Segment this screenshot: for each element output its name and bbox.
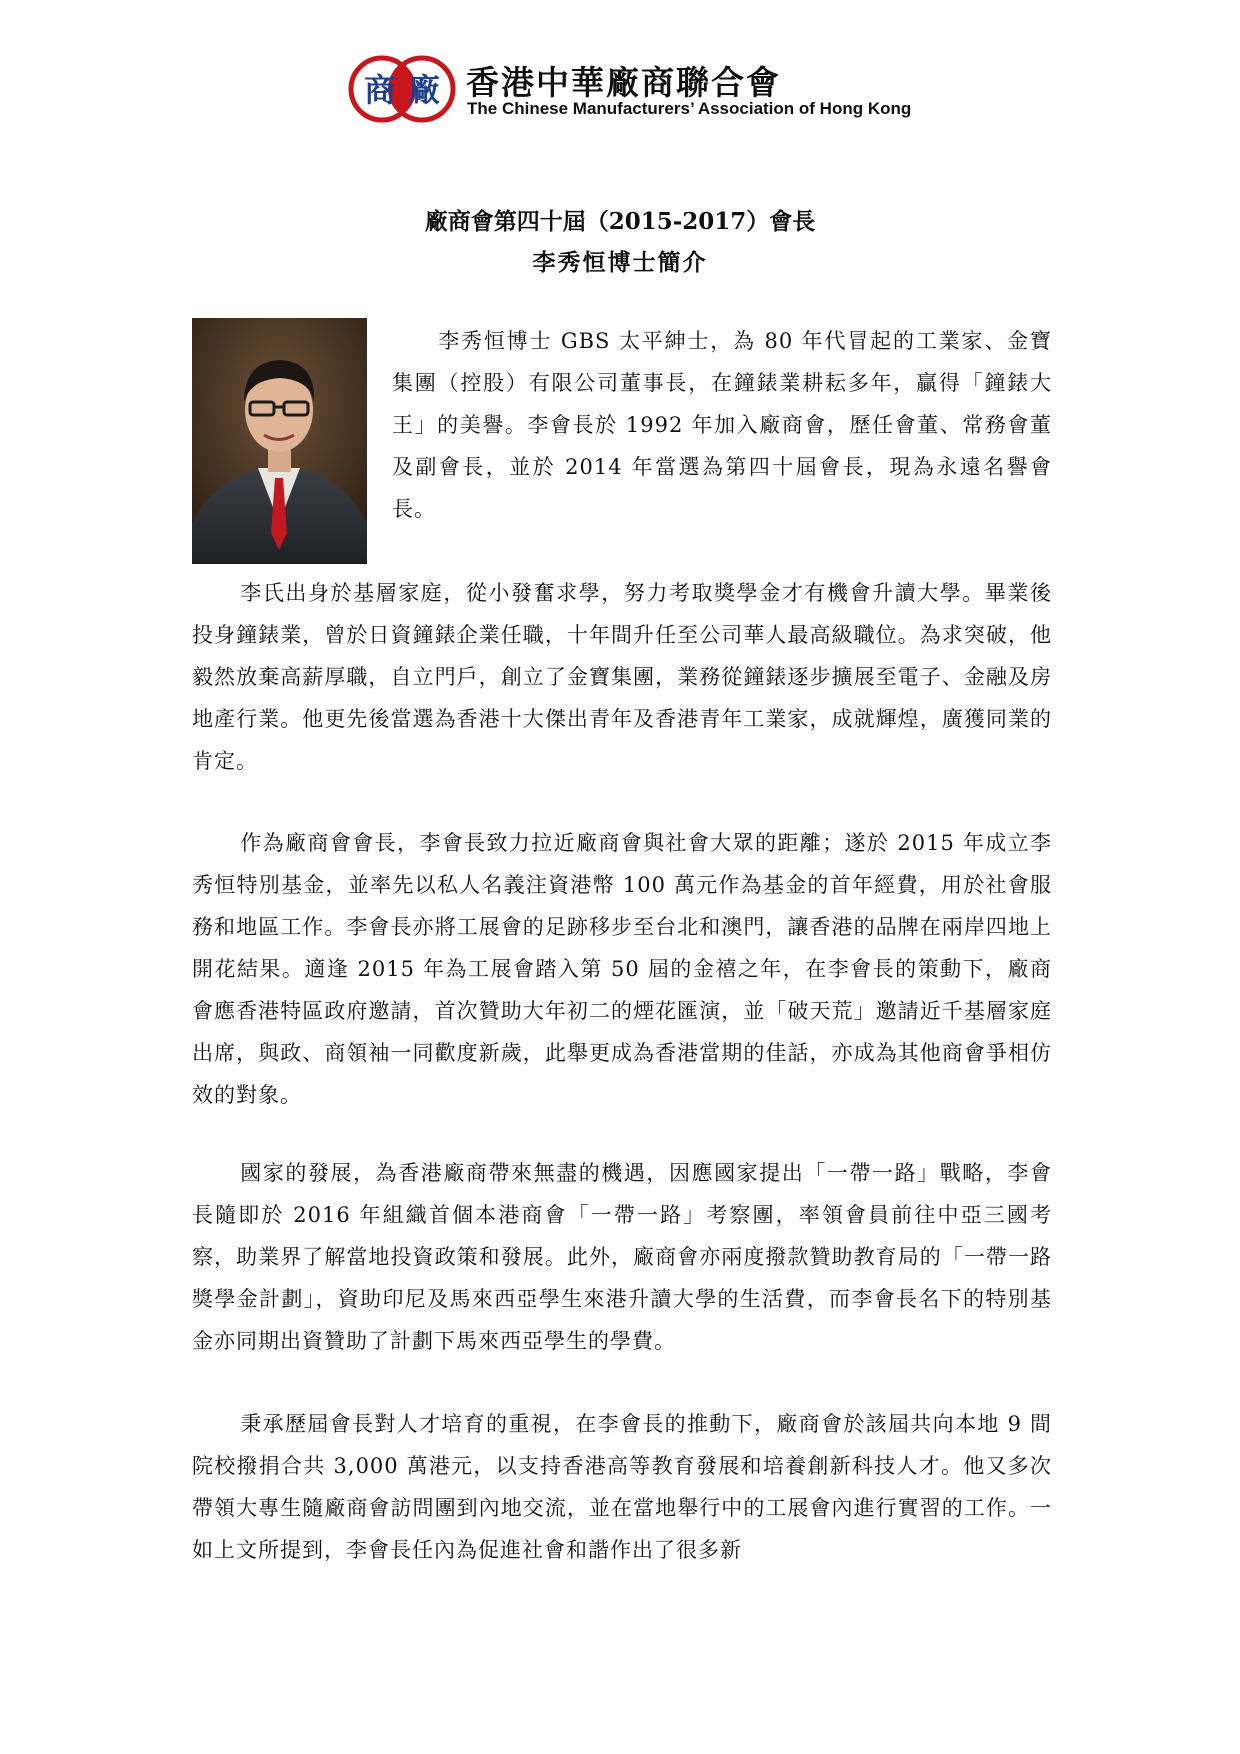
- org-name-english: The Chinese Manufacturers’ Association of Hong Kong: [467, 99, 912, 118]
- paragraph-intro: 李秀恒博士 GBS 太平紳士，為 80 年代冒起的工業家、金寶集團（控股）有限公司董事長，在鐘錶業耕耘多年，贏得「鐘錶大王」的美譽。李會長於 1992 年加入廠商會，歷任會董、常務會董及副會長，並於 2014 年當選為第四十屆會長，現為永遠名譽會長。: [392, 329, 1052, 521]
- paragraph-chairmanship: 作為廠商會會長，李會長致力拉近廠商會與社會大眾的距離；遂於 2015 年成立李秀恒特別基金，並率先以私人名義注資港幣 100 萬元作為基金的首年經費，用於社會服務和地區工作。李會長亦將工展會的足跡移步至台北和澳門，讓香港的品牌在兩岸四地上開花結果。適逢 2015 年為工展會踏入第 50 屆的金禧之年，在李會長的策動下，廠商會應香港特區政府邀請，首次贊助大年初二的煙花匯演，並「破天荒」邀請近千基層家庭出席，與政、商領袖一同歡度新歲，此舉更成為香港當期的佳話，亦成為其他商會爭相仿效的對象。: [192, 831, 1052, 1107]
- paragraph-background: 李氏出身於基層家庭，從小發奮求學，努力考取獎學金才有機會升讀大學。畢業後投身鐘錶業，曾於日資鐘錶企業任職，十年間升任至公司華人最高級職位。為求突破，他毅然放棄高薪厚職，自立門戶，創立了金寶集團，業務從鐘錶逐步擴展至電子、金融及房地產行業。他更先後當選為香港十大傑出青年及香港青年工業家，成就輝煌，廣獲同業的肯定。: [192, 581, 1052, 773]
- portrait-photo: [192, 318, 367, 564]
- document-title: 廠商會第四十屆（2015-2017）會長: [424, 208, 816, 235]
- logo-char-1: 商: [363, 71, 397, 109]
- logo-char-2: 廠: [407, 71, 441, 109]
- paragraph-belt-and-road: 國家的發展，為香港廠商帶來無盡的機遇，因應國家提出「一帶一路」戰略，李會長隨即於 2016 年組織首個本港商會「一帶一路」考察團，率領會員前往中亞三國考察，助業界了解當地投資政策和發展。此外，廠商會亦兩度撥款贊助教育局的「一帶一路獎學金計劃」，資助印尼及馬來西亞學生來港升讀大學的生活費，而李會長名下的特別基金亦同期出資贊助了計劃下馬來西亞學生的學費。: [192, 1161, 1052, 1353]
- cma-logo-icon: [348, 55, 456, 123]
- org-name-chinese: 香港中華廠商聯合會: [466, 63, 781, 102]
- paragraph-talent: 秉承歷屆會長對人才培育的重視，在李會長的推動下，廠商會於該屆共向本地 9 間院校撥捐合共 3,000 萬港元，以支持香港高等教育發展和培養創新科技人才。他又多次帶領大專生隨廠商會訪問團到內地交流，並在當地舉行中的工展會內進行實習的工作。一如上文所提到，李會長任內為促進社會和諧作出了很多新: [192, 1412, 1052, 1562]
- page-header: [348, 55, 912, 125]
- document-subtitle: 李秀恒博士簡介: [532, 249, 708, 276]
